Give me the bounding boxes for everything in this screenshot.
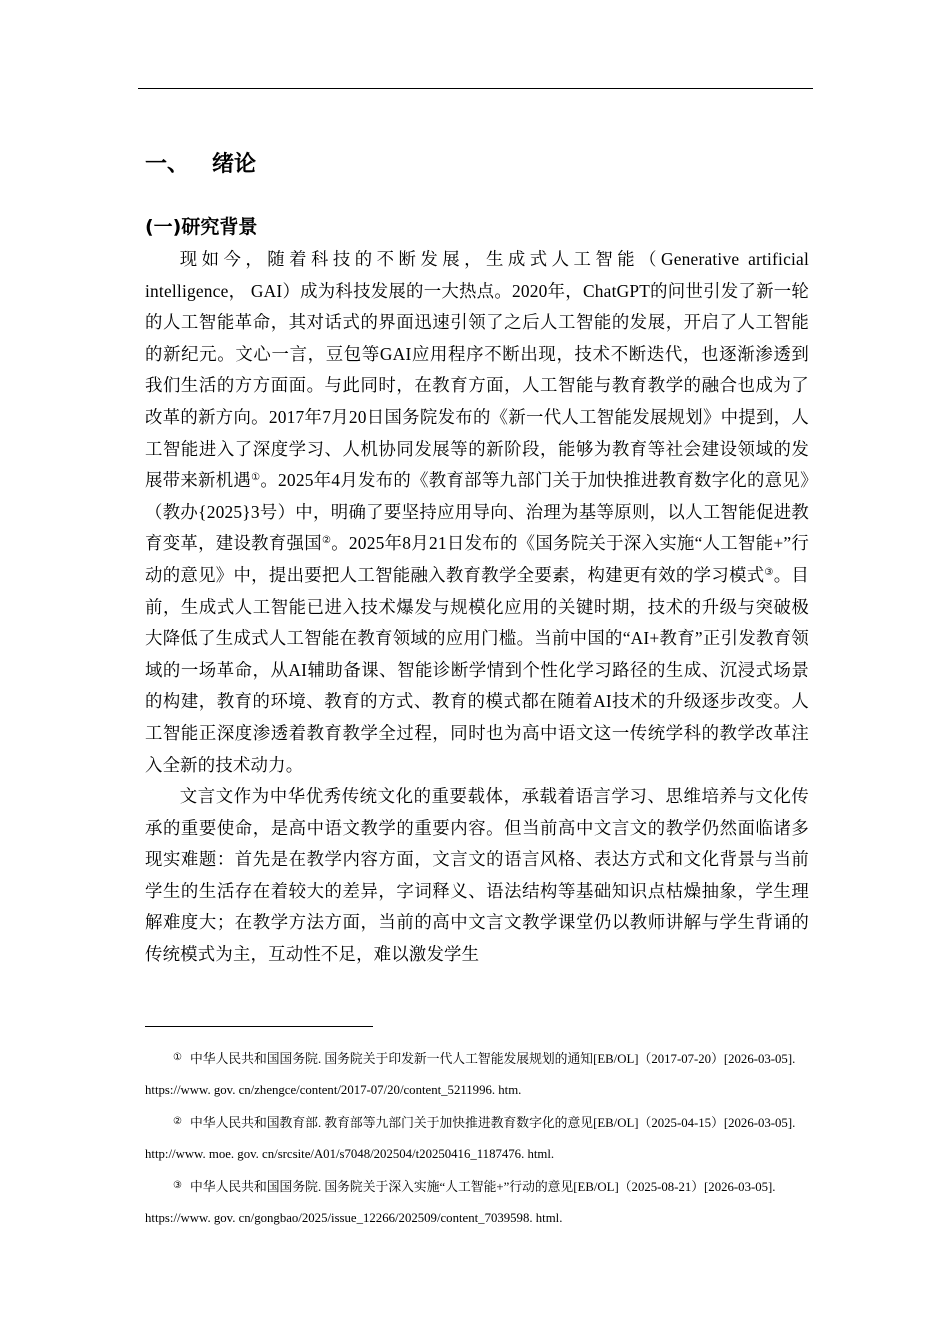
- header-rule: [138, 88, 813, 89]
- paragraph-1-part-4: 。目前，生成式人工智能已进入技术爆发与规模化应用的关键时期，技术的升级与突破极大降低了生成式人工智能在教育领域的应用门槛。当前中国的“AI+教育”正引发教育领域的一场革命，从AI辅助备课、智能诊断学情到个性化学习路径的生成、沉浸式场景的构建，教育的环境、教育的方式、教育的模式都在随着AI技术的升级逐步改变。人工智能正深度渗透着教育教学全过程，同时也为高中语文这一传统学科的教学改革注入全新的技术动力。: [145, 564, 809, 775]
- footnote-2: [145, 1106, 810, 1170]
- chapter-number: 一、: [145, 152, 190, 177]
- paragraph-1-part-2: 。2025年4月发布的《教育部等九部门关于加快推进教育数字化的意见》（教办{2025}3号）中，明确了要坚持应用导向、治理为基等原则，以人工智能促进教育变革，建设教育强国: [145, 470, 809, 554]
- chapter-title: 绪论: [212, 152, 257, 177]
- footnote-text: 中华人民共和国国务院. 国务院关于深入实施“人工智能+”行动的意见[EB/OL]（2025-08-21）[2026-03-05]. https://www. gov. cn/gongbao/2025/issue_12266/202509/content_7039598. html.: [145, 1180, 776, 1225]
- footnote-ref-2: ②: [321, 535, 332, 547]
- footnote-mark: ②: [173, 1116, 182, 1127]
- footnote-1: [145, 1042, 810, 1106]
- paragraph-1-part-1: 现如今，随着科技的不断发展，生成式人工智能（Generative artificial intelligence， GAI）成为科技发展的一大热点。2020年，ChatGPT的问世引发了新一轮的人工智能革命，其对话式的界面迅速引领了之后人工智能的发展，开启了人工智能的新纪元。文心一言，豆包等GAI应用程序不断出现，技术不断迭代，也逐渐渗透到我们生活的方方面面。与此同时，在教育方面，人工智能与教育教学的融合也成为了改革的新方向。2017年7月20日国务院发布的《新一代人工智能发展规划》中提到，人工智能进入了深度学习、人机协同发展等的新阶段，能够为教育等社会建设领域的发展带来新机遇: [145, 249, 809, 491]
- footnote-text: 中华人民共和国国务院. 国务院关于印发新一代人工智能发展规划的通知[EB/OL]（2017-07-20）[2026-03-05]. https://www. gov. cn/zhengce/content/2017-07/20/content_5211996. htm.: [145, 1052, 796, 1097]
- footnote-text: 中华人民共和国教育部. 教育部等九部门关于加快推进教育数字化的意见[EB/OL]（2025-04-15）[2026-03-05]. http://www. moe. gov. cn/srcsite/A01/s7048/202504/t20250416_1187476. html.: [145, 1116, 796, 1161]
- footnote-mark: ①: [173, 1052, 182, 1063]
- body-text: [145, 244, 809, 971]
- section-heading: (一)研究背景: [145, 216, 258, 238]
- footnotes: [145, 1042, 810, 1234]
- paragraph-1: [145, 244, 809, 781]
- footnote-ref-1: ①: [251, 472, 261, 484]
- chapter-heading: [145, 150, 256, 180]
- footnote-separator: [145, 1026, 373, 1027]
- footnote-ref-3: ③: [764, 566, 774, 578]
- paragraph-1-part-3: 。2025年8月21日发布的《国务院关于深入实施“人工智能+”行动的意见》中，提出要把人工智能融入教育教学全要素，构建更有效的学习模式: [145, 533, 809, 585]
- footnote-3: [145, 1170, 810, 1234]
- footnote-mark: ③: [173, 1180, 182, 1191]
- paragraph-2: 文言文作为中华优秀传统文化的重要载体，承载着语言学习、思维培养与文化传承的重要使命，是高中语文教学的重要内容。但当前高中文言文的教学仍然面临诸多现实难题：首先是在教学内容方面，文言文的语言风格、表达方式和文化背景与当前学生的生活存在着较大的差异，字词释义、语法结构等基础知识点枯燥抽象，学生理解难度大；在教学方法方面，当前的高中文言文教学课堂仍以教师讲解与学生背诵的传统模式为主，互动性不足，难以激发学生: [145, 786, 809, 965]
